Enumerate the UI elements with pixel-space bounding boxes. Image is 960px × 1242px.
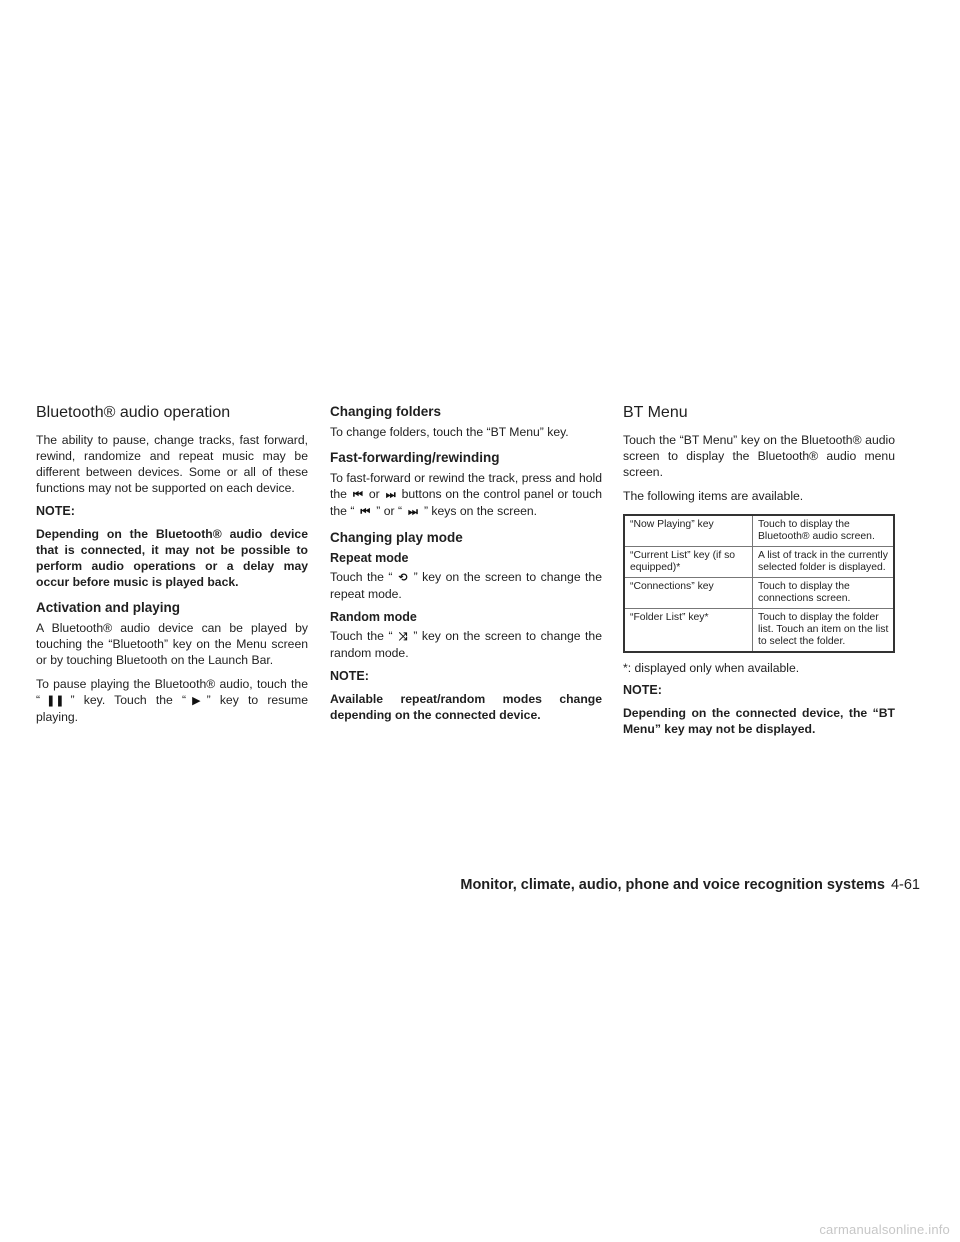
activation-paragraph: A Bluetooth® audio device can be played by touching the “Bluetooth” key on the Menu screen or by touching Bluetooth on the Launch Bar. <box>36 621 308 667</box>
ff-text-c: buttons on the control panel or touch the “ <box>330 487 602 518</box>
repeat-paragraph <box>330 569 602 602</box>
table-cell-key: “Now Playing” key <box>624 515 753 547</box>
table-row <box>624 515 894 547</box>
ff-heading: Fast-forwarding/rewinding <box>330 450 500 465</box>
repeat-text-a: Touch the “ <box>330 570 393 584</box>
ff-text-e: ” keys on the screen. <box>423 504 538 518</box>
shuffle-icon: ⤨ <box>398 631 408 643</box>
table-cell-desc: Touch to display the connections screen. <box>753 578 895 609</box>
note-text: Depending on the connected device, the “BT Menu” key may not be displayed. <box>623 706 895 736</box>
random-text-b: ” key on the screen to change the random mode. <box>330 629 602 660</box>
ff-text-a: To fast-forward or rewind the track, press and hold the <box>330 471 602 501</box>
table-cell-key: “Connections” key <box>624 578 753 609</box>
note-label: NOTE: <box>36 504 75 518</box>
page-number: 4-61 <box>890 877 920 893</box>
pause-text-a: To pause playing the Bluetooth® audio, touch the “ <box>36 677 308 707</box>
pause-paragraph <box>36 676 308 725</box>
random-text-a: Touch the “ <box>330 629 393 643</box>
note-label: NOTE: <box>623 683 662 697</box>
ff-text-b: or <box>368 487 380 501</box>
skip-forward-icon: ⏭ <box>408 506 418 518</box>
play-mode-heading: Changing play mode <box>330 530 463 545</box>
ff-paragraph <box>330 470 602 520</box>
pause-text-c: ” key to resume playing. <box>36 693 308 724</box>
section-title: Bluetooth® audio operation <box>36 404 231 421</box>
skip-forward-icon: ⏭ <box>385 489 396 501</box>
watermark: carmanualsonline.info <box>819 1222 950 1237</box>
folders-paragraph: To change folders, touch the “BT Menu” key. <box>330 425 569 439</box>
repeat-icon: ⟲ <box>398 572 408 584</box>
table-cell-key: “Folder List” key* <box>624 609 753 653</box>
bt-menu-table <box>623 514 895 653</box>
random-paragraph <box>330 628 602 661</box>
random-heading: Random mode <box>330 610 417 624</box>
note-text: Available repeat/random modes change depending on the connected device. <box>330 692 602 722</box>
pause-icon: ❚❚ <box>46 695 65 707</box>
note-text: Depending on the Bluetooth® audio device that is connected, it may not be possible to perform audio operations or a delay may occur before music is played back. <box>36 527 308 589</box>
ff-text-d: ” or “ <box>376 504 403 518</box>
table-row <box>624 609 894 653</box>
items-intro: The following items are available. <box>623 489 804 503</box>
table-cell-desc: Touch to display the Bluetooth® audio screen. <box>753 515 895 547</box>
column-right <box>623 398 895 745</box>
skip-back-icon: ⏮ <box>352 489 363 501</box>
note-label: NOTE: <box>330 669 369 683</box>
table-row <box>624 547 894 578</box>
column-left <box>36 398 308 733</box>
intro-paragraph: The ability to pause, change tracks, fast forward, rewind, randomize and repeat music may be different between devices. Some or all of these functions may not be supported on each device. <box>36 433 308 495</box>
repeat-text-b: ” key on the screen to change the repeat mode. <box>330 570 602 601</box>
skip-back-icon: ⏮ <box>360 506 371 518</box>
activation-heading: Activation and playing <box>36 600 181 615</box>
table-cell-desc: Touch to display the folder list. Touch an item on the list to select the folder. <box>753 609 895 653</box>
folders-heading: Changing folders <box>330 404 441 419</box>
pause-text-b: ” key. Touch the “ <box>70 693 187 707</box>
table-row <box>624 578 894 609</box>
bt-menu-title: BT Menu <box>623 404 688 421</box>
bt-menu-intro: Touch the “BT Menu” key on the Bluetooth® audio screen to display the Bluetooth® audio menu screen. <box>623 433 895 479</box>
page-footer <box>460 877 920 893</box>
column-middle <box>330 398 602 731</box>
table-cell-desc: A list of track in the currently selected folder is displayed. <box>753 547 895 578</box>
table-cell-key: “Current List” key (if so equipped)* <box>624 547 753 578</box>
repeat-heading: Repeat mode <box>330 551 409 565</box>
play-icon: ▶ <box>192 695 201 707</box>
footer-section-title: Monitor, climate, audio, phone and voice recognition systems <box>460 877 885 893</box>
footnote: *: displayed only when available. <box>623 661 800 675</box>
